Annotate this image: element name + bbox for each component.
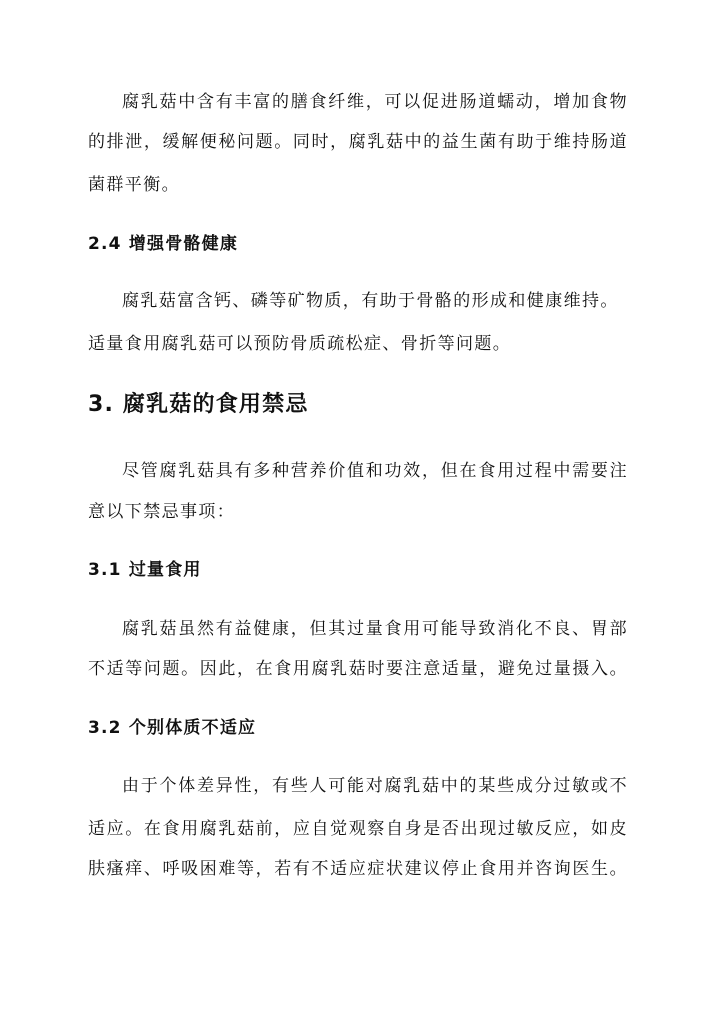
subsection-heading-3-1: 3.1 过量食用 (88, 560, 202, 580)
paragraph-line: 尽管腐乳菇具有多种营养价值和功效，但在食用过程中需要注 (122, 461, 628, 481)
paragraph-line: 腐乳菇富含钙、磷等矿物质，有助于骨骼的形成和健康维持。 (122, 291, 619, 311)
paragraph-line: 菌群平衡。 (88, 175, 180, 195)
section-heading-3: 3. 腐乳菇的食用禁忌 (88, 392, 309, 417)
subsection-heading-2-4: 2.4 增强骨骼健康 (88, 234, 239, 254)
paragraph-line: 适量食用腐乳菇可以预防骨质疏松症、骨折等问题。 (88, 334, 512, 354)
paragraph-line: 由于个体差异性，有些人可能对腐乳菇中的某些成分过敏或不 (122, 776, 628, 796)
subsection-heading-3-2: 3.2 个别体质不适应 (88, 718, 257, 738)
paragraph-line: 不适等问题。因此，在食用腐乳菇时要注意适量，避免过量摄入。 (88, 659, 628, 679)
paragraph-line: 适应。在食用腐乳菇前，应自觉观察自身是否出现过敏反应，如皮 (88, 819, 628, 839)
paragraph-line: 腐乳菇虽然有益健康，但其过量食用可能导致消化不良、胃部 (122, 619, 628, 639)
paragraph-line: 肤瘙痒、呼吸困难等，若有不适应症状建议停止食用并咨询医生。 (88, 859, 628, 879)
paragraph-line: 的排泄，缓解便秘问题。同时，腐乳菇中的益生菌有助于维持肠道 (88, 132, 628, 152)
paragraph-line: 腐乳菇中含有丰富的膳食纤维，可以促进肠道蠕动，增加食物 (122, 92, 628, 112)
paragraph-line: 意以下禁忌事项： (88, 502, 236, 522)
